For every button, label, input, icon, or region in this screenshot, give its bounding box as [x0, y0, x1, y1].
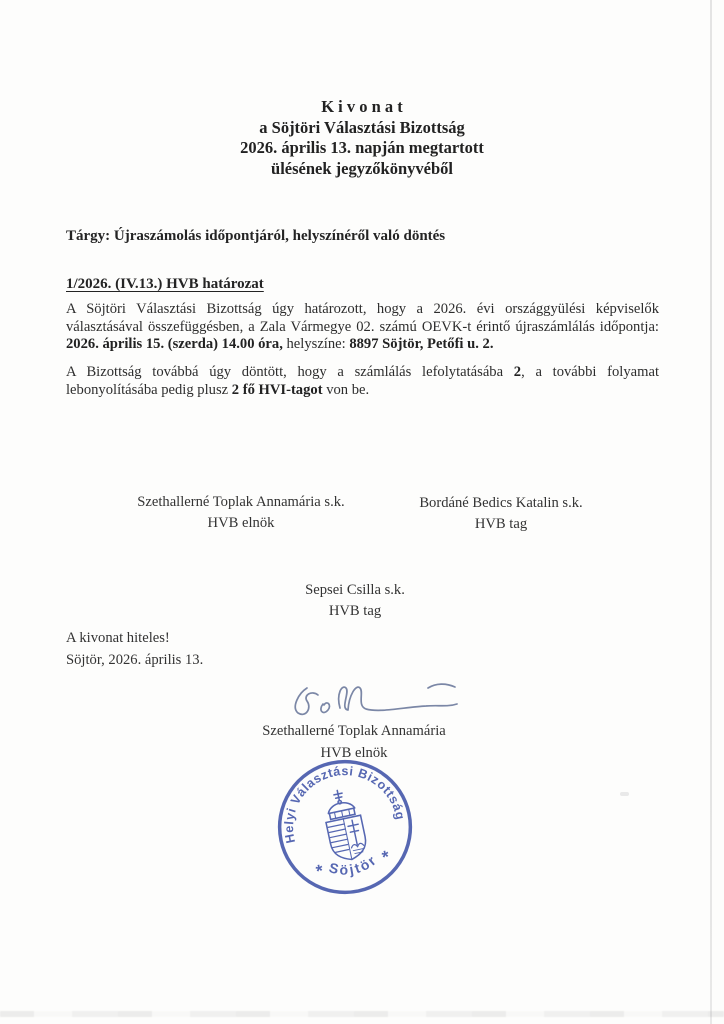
attestation-line-2: Söjtör, 2026. április 13.	[66, 651, 204, 668]
par1-datetime: 2026. április 15. (szerda) 14.00 óra,	[66, 336, 283, 353]
scan-speck-artifact	[620, 792, 629, 796]
stamp-left-asterisk: *	[314, 860, 326, 882]
signatory-block-member-1	[380, 493, 622, 535]
signatory-block-chair	[100, 492, 382, 534]
signatory-role: HVB elnök	[207, 515, 275, 531]
signatory-role: HVB tag	[328, 603, 382, 619]
signatory-role: HVB tag	[474, 516, 528, 532]
scan-bottom-artifact-strip	[0, 1011, 724, 1017]
coat-of-arms-icon	[320, 787, 369, 863]
par2-run5: von be.	[322, 381, 370, 398]
decision-paragraph-2	[66, 364, 659, 399]
signatory-name: Bordáné Bedics Katalin s.k.	[419, 495, 583, 511]
title-line-3: 2026. április 13. napján megtartott	[240, 138, 484, 157]
subject-line: Tárgy: Újraszámolás időpontjáról, helyszínéről való döntés	[66, 228, 446, 244]
signatory-name: Szethallerné Toplak Annamária s.k.	[137, 494, 345, 510]
title-line-1: K i v o n a t	[321, 97, 403, 116]
stamp-right-asterisk: *	[380, 846, 392, 868]
par2-run3: , a további folyamat lebonyolításába pedig plusz	[66, 364, 659, 398]
attestation	[66, 628, 366, 671]
par1-address: 8897 Söjtör, Petőfi u. 2.	[349, 336, 494, 353]
par2-run1: A Bizottság továbbá úgy döntött, hogy a számlálás lefolytatásába	[66, 364, 514, 380]
par1-run1: A Söjtöri Választási Bizottság úgy határozott, hogy a 2026. évi országgyülési képviselők választásával összefüggésben, a Zala Vármegye 02. számú OEVK-t érintő újraszámlálás időpontja:	[66, 301, 659, 335]
certifier-name: Szethallerné Toplak Annamária	[262, 723, 446, 739]
decision-heading: 1/2026. (IV.13.) HVB határozat	[66, 276, 264, 292]
signatory-name: Sepsei Csilla s.k.	[305, 582, 405, 598]
title-line-2: a Söjtöri Választási Bizottság	[259, 117, 465, 137]
title-line-4: ülésének jegyzőkönyvéből	[271, 158, 453, 178]
decision-paragraph-1	[66, 301, 659, 354]
scan-edge-artifact-line	[710, 0, 712, 1024]
certifier-role: HVB elnök	[320, 744, 388, 761]
signatory-block-member-2	[235, 580, 475, 622]
par2-members: 2 fő HVI-tagot	[231, 381, 323, 398]
official-stamp	[262, 744, 428, 910]
stamp-bottom-text: Söjtör	[327, 851, 381, 878]
document-title	[0, 97, 724, 179]
stamp-arc-text: Helyi Választási Bizottság	[282, 764, 408, 845]
par2-count: 2	[513, 364, 522, 380]
attestation-line-1: A kivonat hiteles!	[66, 630, 170, 646]
par1-run3: helyszíne:	[282, 336, 350, 353]
